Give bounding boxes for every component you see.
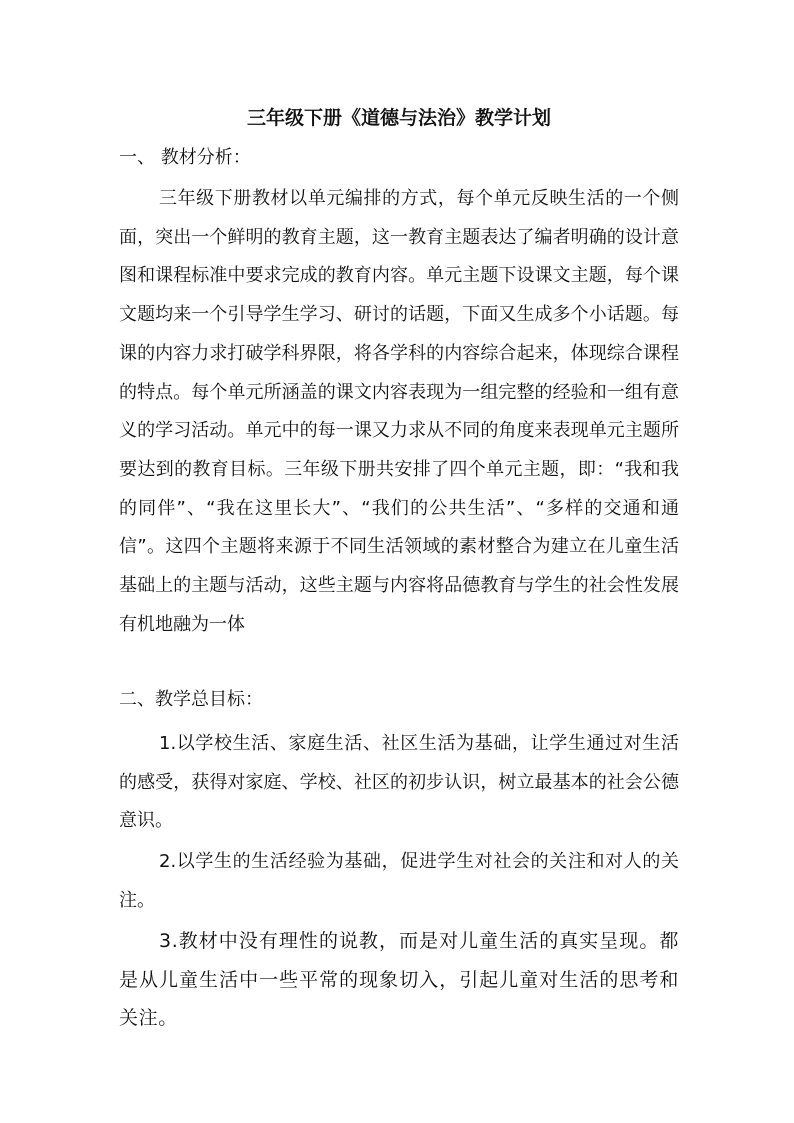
teaching-goal-item: 3.教材中没有理性的说教，而是对儿童生活的真实呈现。都是从儿童生活中一些平常的现象切入，引起儿童对生活的思考和关注。 <box>119 930 679 1030</box>
teaching-goal-item: 1.以学校生活、家庭生活、社区生活为基础，让学生通过对生活的感受，获得对家庭、学校、社区的初步认识，树立最基本的社会公德意识。 <box>119 733 679 832</box>
textbook-analysis-paragraph: 三年级下册教材以单元编排的方式，每个单元反映生活的一个侧面，突出一个鲜明的教育主题，这一教育主题表达了编者明确的设计意图和课程标准中要求完成的教育内容。单元主题下设课文主题，每个课文题均来一个引导学生学习、研讨的话题，下面又生成多个小话题。每课的内容力求打破学科界限，将各学科的内容综合起来，体现综合课程的特点。每个单元所涵盖的课文内容表现为一组完整的经验和一组有意义的学习活动。单元中的每一课又力求从不同的角度来表现单元主题所要达到的教育目标。三年级下册共安排了四个单元主题，即：“我和我的同伴”、“我在这里长大”、“我们的公共生活”、“多样的交通和通信”。这四个主题将来源于不同生活领域的素材整合为建立在儿童生活基础上的主题与活动，这些主题与内容将品德教育与学生的社会性发展有机地融为一体 <box>119 188 679 635</box>
section-heading-teaching-goals: 二、教学总目标： <box>119 689 263 710</box>
teaching-goal-item: 2.以学生的生活经验为基础，促进学生对社会的关注和对人的关注。 <box>119 851 679 911</box>
document-title: 三年级下册《道德与法治》教学计划 <box>246 107 551 129</box>
section-heading-textbook-analysis: 一、 教材分析： <box>119 147 251 168</box>
